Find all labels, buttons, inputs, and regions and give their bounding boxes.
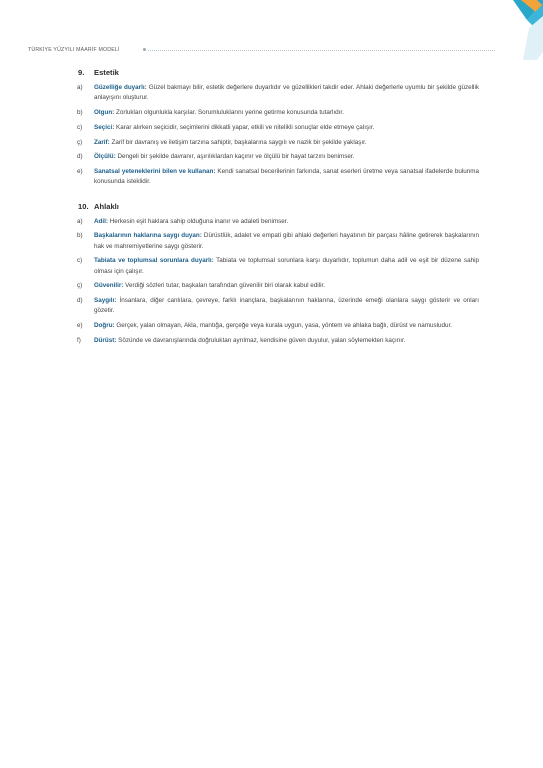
list-item xyxy=(77,231,479,251)
item-text xyxy=(94,336,479,346)
item-term: Ölçülü: xyxy=(94,153,116,161)
header-divider xyxy=(148,50,495,51)
item-letter: c) xyxy=(77,123,83,131)
item-description: Sözünde ve davranışlarında doğruluktan ayrılmaz, kendisine güven duyulur, yalan söylemekten kaçınır. xyxy=(116,336,406,344)
item-letter: d) xyxy=(77,153,83,161)
item-text xyxy=(94,123,479,133)
item-description: Karar alırken seçicidir, seçimlerini dikkatli yapar, etkili ve nitelikli sonuçlar elde etmeye çalışır. xyxy=(114,123,375,131)
list-item xyxy=(77,138,479,148)
list-item xyxy=(77,281,479,291)
item-letter: ç) xyxy=(77,282,83,290)
item-term: Zarif: xyxy=(94,138,110,146)
section-estetik xyxy=(77,68,479,188)
item-description: Dürüstlük, adalet ve empati gibi ahlaki değerleri hayatının bir parçası hâline getirerek başkalarının hak ve mahremiyetlerine saygı gösterir. xyxy=(94,232,480,250)
item-letter: a) xyxy=(77,217,83,225)
list-item xyxy=(77,152,479,162)
section-number: 10. xyxy=(78,201,89,211)
section-ahlakli xyxy=(77,202,479,347)
page-content xyxy=(77,68,479,354)
item-term: Doğru: xyxy=(94,322,115,330)
list-item xyxy=(77,83,479,103)
item-letter: a) xyxy=(77,84,83,91)
section-title xyxy=(78,202,479,211)
item-text xyxy=(94,152,479,162)
item-text xyxy=(94,138,479,148)
section-heading: Ahlaklı xyxy=(94,201,119,211)
item-text xyxy=(94,281,479,291)
item-term: Sanatsal yeteneklerini bilen ve kullanan: xyxy=(94,168,216,176)
item-letter: b) xyxy=(77,109,83,116)
section-title xyxy=(78,68,479,77)
item-description: Güzel bakmayı bilir, estetik değerlere duyarlıdır ve güzellikleri takdir eder. Ahlaki değerlerle uyumlu bir şekilde güzellik anlayışını oluşturur. xyxy=(94,84,479,102)
item-letter: c) xyxy=(77,257,83,265)
list-item xyxy=(77,336,479,346)
item-term: Güvenilir: xyxy=(94,282,124,290)
list-item xyxy=(77,321,479,331)
item-description: Tabiata ve toplumsal sorunlara karşı duyarlıdır, toplumun daha adil ve eşit bir düzene sahip olması için çalışır. xyxy=(94,257,479,275)
list-item xyxy=(77,256,479,276)
item-letter: e) xyxy=(77,168,83,176)
item-description: Kendi sanatsal becerilerinin farkında, sanat eserleri üretme veya sanatsal ifadelerde bulunma konusunda isteklidir. xyxy=(94,168,479,186)
item-text xyxy=(94,231,479,251)
item-text xyxy=(94,167,479,187)
item-text xyxy=(94,217,479,227)
item-term: Adil: xyxy=(94,217,108,225)
section-number: 9. xyxy=(78,68,85,77)
item-description: Herkesin eşit haklara sahip olduğuna inanır ve adaleti benimser. xyxy=(108,217,289,225)
item-text xyxy=(94,256,479,276)
item-letter: d) xyxy=(77,297,83,305)
item-letter: e) xyxy=(77,322,83,330)
item-term: Saygılı: xyxy=(94,297,117,305)
item-term: Tabiata ve toplumsal sorunlara duyarlı: xyxy=(94,257,214,265)
item-term: Dürüst: xyxy=(94,336,117,344)
list-item xyxy=(77,217,479,227)
item-text xyxy=(94,108,479,118)
item-text xyxy=(94,83,479,103)
item-description: Zarif bir davranış ve iletişim tarzına sahiptir, başkalarına saygılı ve nazik bir şekilde yaklaşır. xyxy=(109,138,367,146)
item-term: Seçici: xyxy=(94,123,115,131)
item-description: İnsanlara, diğer canlılara, çevreye, farklı inançlara, başkalarının haklarına, üzerinde emeği olanlara saygı gösterir ve onları gözetir. xyxy=(94,297,479,315)
item-description: Gerçek, yalan olmayan, Akla, mantığa, gerçeğe veya kurala uygun, yasa, yöntem ve ahlaka bağlı, dürüst ve namusludur. xyxy=(114,322,453,330)
item-term: Olgun: xyxy=(94,109,115,116)
list-item xyxy=(77,123,479,133)
list-item xyxy=(77,296,479,316)
item-description: Verdiği sözleri tutar, başkaları tarafından güvenilir biri olarak kabul edilir. xyxy=(123,282,325,290)
list-item xyxy=(77,108,479,118)
corner-decoration xyxy=(483,0,543,60)
item-text xyxy=(94,296,479,316)
item-description: Dengeli bir şekilde davranır, aşırılıklardan kaçınır ve ölçülü bir hayat tarzını benimser. xyxy=(115,153,355,161)
item-term: Güzelliğe duyarlı: xyxy=(94,84,147,91)
item-term: Başkalarının haklarına saygı duyan: xyxy=(94,232,202,240)
list-item xyxy=(77,167,479,187)
item-text xyxy=(94,321,479,331)
header-title: TÜRKİYE YÜZYILI MAARİF MODELİ xyxy=(28,47,120,53)
item-letter: f) xyxy=(77,336,81,344)
section-heading: Estetik xyxy=(94,68,119,77)
item-description: Zorlukları olgunlukla karşılar. Sorumluluklarını yerine getirme konusunda tutarlıdır. xyxy=(114,109,344,116)
item-letter: b) xyxy=(77,232,83,240)
header-dot xyxy=(143,48,146,51)
item-letter: ç) xyxy=(77,138,83,146)
